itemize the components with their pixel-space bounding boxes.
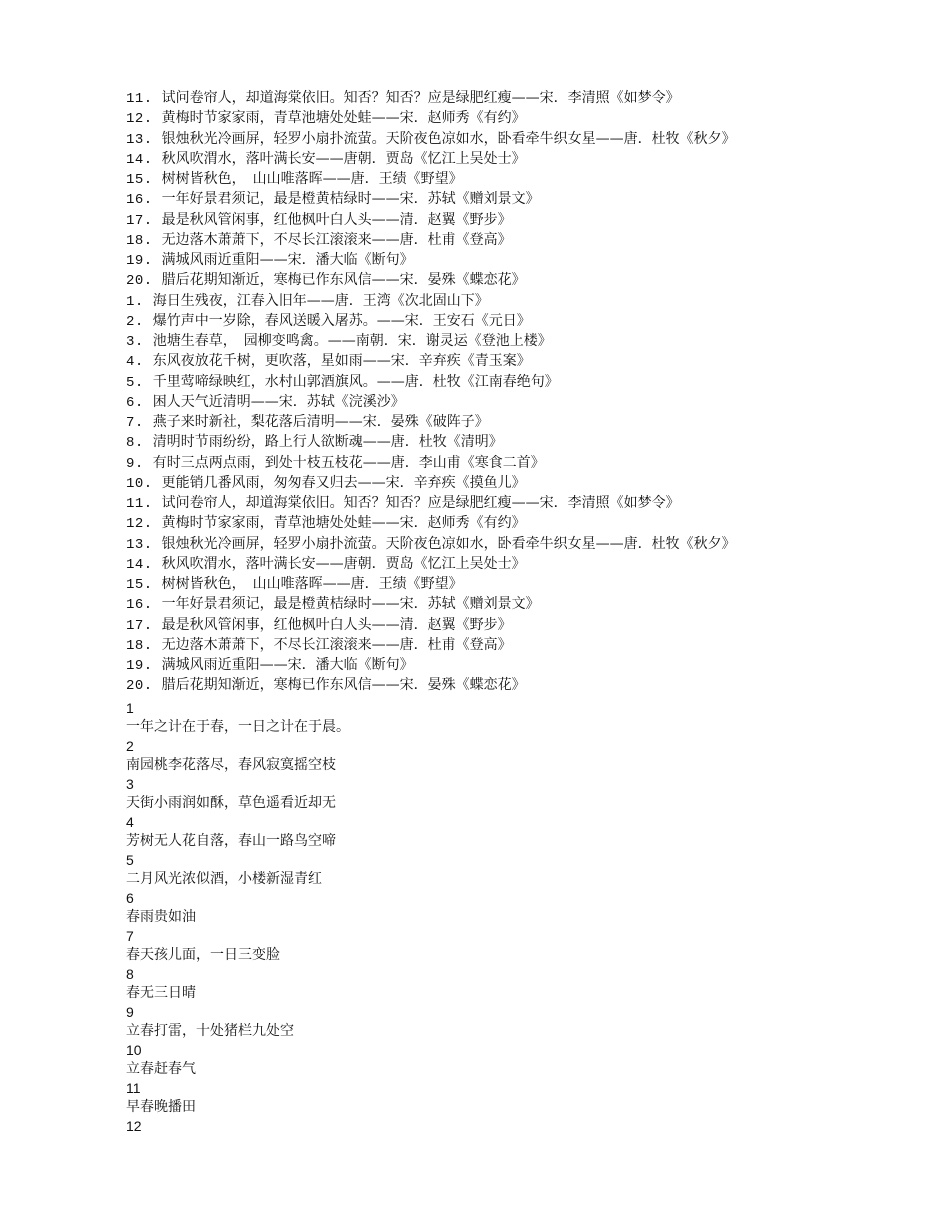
poem-line	[126, 189, 926, 209]
line-text: 千里莺啼绿映红，水村山郭酒旗风。——唐．杜牧《江南春绝句》	[152, 373, 559, 390]
poem-line	[126, 230, 926, 250]
line-text: 秋风吹渭水，落叶满长安——唐朝．贾岛《忆江上吴处士》	[161, 150, 526, 167]
poem-line	[126, 675, 926, 695]
saying-text: 南园桃李花落尽，春风寂寞摇空枝	[126, 756, 336, 773]
poem-line	[126, 372, 926, 392]
line-number: 18.	[126, 637, 153, 654]
line-text: 试问卷帘人，却道海棠依旧。知否？知否？应是绿肥红瘦——宋．李清照《如梦令》	[161, 495, 680, 511]
saying-index: 12	[126, 1117, 142, 1134]
saying-text: 春天孩儿面，一日三变脸	[126, 946, 280, 963]
saying-text: 春无三日晴	[126, 984, 196, 1001]
poem-line	[126, 493, 926, 513]
saying-index: 4	[126, 813, 134, 830]
line-number: 1.	[126, 293, 144, 310]
line-text: 树树皆秋色， 山山唯落晖——唐．王绩《野望》	[161, 576, 463, 592]
saying-index: 2	[126, 737, 134, 754]
document-page	[126, 88, 926, 1136]
line-text: 燕子来时新社，梨花落后清明——宋．晏殊《破阵子》	[152, 414, 489, 430]
line-text: 黄梅时节家家雨，青草池塘处处蛙——宋．赵师秀《有约》	[161, 110, 526, 127]
saying-index: 6	[126, 889, 134, 906]
poem-line	[126, 574, 926, 594]
line-text: 试问卷帘人，却道海棠依旧。知否？知否？应是绿肥红瘦——宋．李清照《如梦令》	[161, 90, 680, 106]
line-text: 东风夜放花千树，更吹落，星如雨——宋．辛弃疾《青玉案》	[152, 353, 531, 370]
line-text: 最是秋风管闲事，红他枫叶白人头——清．赵翼《野步》	[161, 616, 512, 633]
saying-text: 立春打雷，十处猪栏九处空	[126, 1022, 294, 1039]
line-text: 一年好景君须记，最是橙黄桔绿时——宋．苏轼《赠刘景文》	[161, 596, 540, 613]
poem-line	[126, 635, 926, 655]
line-number: 16.	[126, 192, 153, 209]
line-number: 20.	[126, 678, 153, 695]
line-number: 17.	[126, 212, 153, 229]
line-number: 8.	[126, 435, 144, 452]
saying-index: 5	[126, 851, 134, 868]
poem-line	[126, 432, 926, 452]
line-text: 银烛秋光冷画屏，轻罗小扇扑流萤。天阶夜色凉如水，卧看牵牛织女星——唐．杜牧《秋夕》	[161, 535, 736, 552]
line-number: 16.	[126, 597, 153, 614]
poem-line	[126, 210, 926, 230]
line-number: 15.	[126, 577, 153, 593]
saying-index: 9	[126, 1003, 134, 1020]
saying-text: 春雨贵如油	[126, 908, 196, 925]
line-number: 19.	[126, 658, 153, 674]
saying-text: 立春赶春气	[126, 1060, 196, 1077]
poem-line	[126, 331, 926, 351]
saying-index: 11	[126, 1079, 141, 1096]
poem-line	[126, 554, 926, 574]
line-number: 10.	[126, 475, 153, 492]
line-number: 19.	[126, 253, 153, 269]
line-text: 银烛秋光冷画屏，轻罗小扇扑流萤。天阶夜色凉如水，卧看牵牛织女星——唐．杜牧《秋夕》	[161, 130, 736, 147]
line-number: 5.	[126, 374, 144, 391]
saying-index: 3	[126, 775, 134, 792]
line-number: 2.	[126, 313, 144, 330]
saying-index: 1	[126, 699, 134, 716]
line-text: 困人天气近清明——宋．苏轼《浣溪沙》	[152, 393, 405, 410]
poem-line	[126, 412, 926, 432]
saying-index: 8	[126, 965, 134, 982]
poem-line	[126, 392, 926, 412]
poem-line	[126, 149, 926, 169]
poem-line	[126, 108, 926, 128]
poem-line	[126, 615, 926, 635]
poem-line	[126, 594, 926, 614]
poem-line	[126, 250, 926, 270]
line-number: 9.	[126, 455, 144, 472]
poem-line	[126, 513, 926, 533]
line-text: 清明时节雨纷纷，路上行人欲断魂——唐．杜牧《清明》	[152, 434, 503, 451]
line-number: 7.	[126, 415, 144, 431]
poem-line	[126, 88, 926, 108]
line-text: 池塘生春草， 园柳变鸣禽。——南朝．宋．谢灵运《登池上楼》	[152, 333, 552, 349]
sayings-list	[126, 699, 926, 1136]
poem-line	[126, 351, 926, 371]
line-number: 18.	[126, 232, 153, 249]
line-number: 20.	[126, 273, 153, 290]
line-number: 6.	[126, 394, 144, 411]
saying-index: 10	[126, 1041, 142, 1058]
line-number: 11.	[126, 91, 153, 107]
line-number: 15.	[126, 172, 153, 188]
line-number: 13.	[126, 536, 153, 553]
poem-line	[126, 311, 926, 331]
poem-list	[126, 88, 926, 696]
saying-text: 一年之计在于春，一日之计在于晨。	[126, 718, 350, 735]
poem-line	[126, 270, 926, 290]
line-text: 秋风吹渭水，落叶满长安——唐朝．贾岛《忆江上吴处士》	[161, 555, 526, 572]
line-text: 满城风雨近重阳——宋．潘大临《断句》	[161, 657, 414, 673]
line-text: 一年好景君须记，最是橙黄桔绿时——宋．苏轼《赠刘景文》	[161, 191, 540, 208]
line-number: 14.	[126, 151, 153, 168]
line-number: 17.	[126, 617, 153, 634]
line-number: 11.	[126, 496, 153, 512]
line-text: 无边落木萧萧下，不尽长江滚滚来——唐．杜甫《登高》	[161, 636, 512, 653]
line-text: 爆竹声中一岁除，春风送暖入屠苏。——宋．王安石《元日》	[152, 312, 531, 329]
line-text: 黄梅时节家家雨，青草池塘处处蛙——宋．赵师秀《有约》	[161, 515, 526, 532]
line-text: 满城风雨近重阳——宋．潘大临《断句》	[161, 252, 414, 268]
saying-text: 早春晚播田	[126, 1098, 196, 1115]
line-text: 更能销几番风雨，匆匆春又归去——宋．辛弃疾《摸鱼儿》	[161, 474, 526, 491]
saying-text: 二月风光浓似酒，小楼新湿青红	[126, 870, 322, 887]
line-text: 无边落木萧萧下，不尽长江滚滚来——唐．杜甫《登高》	[161, 231, 512, 248]
line-text: 有时三点两点雨，到处十枝五枝花——唐．李山甫《寒食二首》	[152, 454, 545, 471]
line-number: 12.	[126, 111, 153, 128]
poem-line	[126, 534, 926, 554]
poem-line	[126, 473, 926, 493]
line-text: 腊后花期知渐近，寒梅已作东风信——宋．晏殊《蝶恋花》	[161, 677, 526, 694]
saying-index: 7	[126, 927, 134, 944]
line-text: 树树皆秋色， 山山唯落晖——唐．王绩《野望》	[161, 171, 463, 187]
saying-text: 天街小雨润如酥，草色遥看近却无	[126, 794, 336, 811]
line-number: 3.	[126, 334, 144, 350]
saying-text: 芳树无人花自落，春山一路鸟空啼	[126, 832, 336, 849]
poem-line	[126, 169, 926, 189]
poem-line	[126, 291, 926, 311]
poem-line	[126, 655, 926, 675]
line-text: 腊后花期知渐近，寒梅已作东风信——宋．晏殊《蝶恋花》	[161, 272, 526, 289]
line-text: 海日生残夜，江春入旧年——唐．王湾《次北固山下》	[152, 292, 489, 309]
line-number: 4.	[126, 354, 144, 371]
line-text: 最是秋风管闲事，红他枫叶白人头——清．赵翼《野步》	[161, 211, 512, 228]
line-number: 13.	[126, 131, 153, 148]
poem-line	[126, 453, 926, 473]
line-number: 12.	[126, 516, 153, 533]
line-number: 14.	[126, 556, 153, 573]
poem-line	[126, 129, 926, 149]
